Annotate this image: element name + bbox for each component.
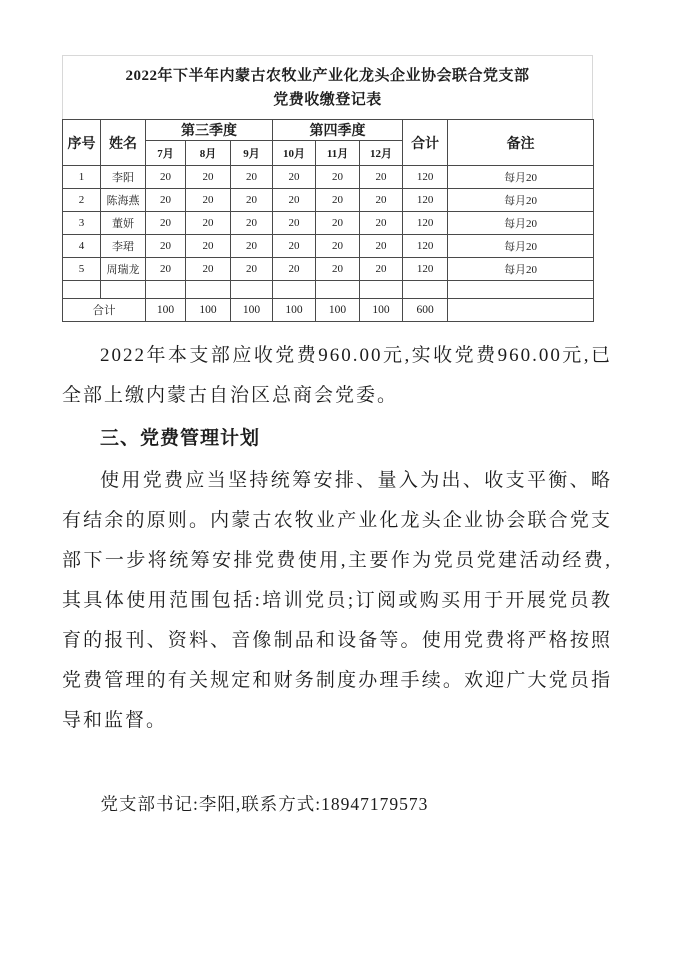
cell-remark: 每月20: [448, 212, 594, 235]
cell-month-value: 20: [316, 258, 360, 281]
cell-month-value: 20: [186, 166, 231, 189]
contact-line: 党支部书记:李阳,联系方式:18947179573: [100, 794, 429, 814]
cell-empty: [101, 281, 146, 299]
cell-month-value: 20: [186, 235, 231, 258]
cell-empty: [316, 281, 360, 299]
cell-month-value: 20: [273, 235, 316, 258]
totals-month-value: 100: [186, 299, 231, 322]
cell-month-value: 20: [273, 166, 316, 189]
totals-grand-total: 600: [403, 299, 448, 322]
cell-month-value: 20: [316, 166, 360, 189]
cell-month-value: 20: [316, 212, 360, 235]
cell-remark: 每月20: [448, 235, 594, 258]
cell-month-value: 20: [146, 189, 186, 212]
plan-paragraph: 使用党费应当坚持统筹安排、量入为出、收支平衡、略有结余的原则。内蒙古农牧业产业化龙头企业协会联合党支部下一步将统筹安排党费使用,主要作为党员党建活动经费,其具体使用范围包括:培训党员;订阅或购买用于开展党员教育的报刊、资料、音像制品和设备等。使用党费将严格按照党费管理的有关规定和财务制度办理手续。欢迎广大党员指导和监督。: [62, 470, 612, 731]
cell-month-value: 20: [231, 212, 273, 235]
col-header-month-oct: 10月: [273, 141, 316, 166]
cell-month-value: 20: [146, 258, 186, 281]
cell-month-value: 20: [231, 189, 273, 212]
col-header-month-nov: 11月: [316, 141, 360, 166]
cell-month-value: 20: [316, 189, 360, 212]
table-title-line2: 党费收缴登记表: [273, 92, 382, 108]
cell-index: 2: [63, 189, 101, 212]
cell-month-value: 20: [360, 258, 403, 281]
table-row: [63, 166, 594, 189]
cell-month-value: 20: [273, 258, 316, 281]
col-header-total: 合计: [403, 120, 448, 166]
table-title-line1: 2022年下半年内蒙古农牧业产业化龙头企业协会联合党支部: [125, 68, 530, 84]
cell-empty: [186, 281, 231, 299]
cell-month-value: 20: [146, 166, 186, 189]
cell-total: 120: [403, 258, 448, 281]
cell-month-value: 20: [186, 189, 231, 212]
cell-remark: 每月20: [448, 189, 594, 212]
cell-month-value: 20: [231, 258, 273, 281]
cell-remark: 每月20: [448, 258, 594, 281]
totals-month-value: 100: [360, 299, 403, 322]
col-header-month-sep: 9月: [231, 141, 273, 166]
cell-empty: [448, 281, 594, 299]
totals-label: 合计: [63, 299, 146, 322]
col-header-month-dec: 12月: [360, 141, 403, 166]
cell-index: 3: [63, 212, 101, 235]
cell-month-value: 20: [273, 189, 316, 212]
cell-month-value: 20: [360, 235, 403, 258]
section-heading: 三、党费管理计划: [100, 428, 261, 449]
table-row-totals: [63, 299, 594, 322]
cell-index: 4: [63, 235, 101, 258]
cell-total: 120: [403, 235, 448, 258]
cell-month-value: 20: [360, 189, 403, 212]
totals-month-value: 100: [146, 299, 186, 322]
col-header-name: 姓名: [101, 120, 146, 166]
document-body: [62, 55, 612, 819]
col-header-month-jul: 7月: [146, 141, 186, 166]
table-row: [63, 212, 594, 235]
totals-remark: [448, 299, 594, 322]
cell-name: 李阳: [101, 166, 146, 189]
cell-remark: 每月20: [448, 166, 594, 189]
cell-month-value: 20: [146, 212, 186, 235]
cell-empty: [403, 281, 448, 299]
cell-empty: [146, 281, 186, 299]
cell-total: 120: [403, 189, 448, 212]
cell-empty: [360, 281, 403, 299]
totals-month-value: 100: [316, 299, 360, 322]
cell-month-value: 20: [316, 235, 360, 258]
header-row-quarters: [63, 120, 594, 141]
cell-month-value: 20: [231, 235, 273, 258]
cell-index: 1: [63, 166, 101, 189]
cell-name: 董妍: [101, 212, 146, 235]
summary-paragraph: 2022年本支部应收党费960.00元,实收党费960.00元,已全部上缴内蒙古自治区总商会党委。: [62, 345, 612, 406]
cell-month-value: 20: [146, 235, 186, 258]
cell-name: 李珺: [101, 235, 146, 258]
cell-total: 120: [403, 212, 448, 235]
table-row: [63, 189, 594, 212]
cell-month-value: 20: [186, 258, 231, 281]
table-row-empty: [63, 281, 594, 299]
cell-name: 陈海燕: [101, 189, 146, 212]
cell-month-value: 20: [360, 166, 403, 189]
cell-empty: [63, 281, 101, 299]
col-header-remark: 备注: [448, 120, 594, 166]
totals-month-value: 100: [273, 299, 316, 322]
fee-register-table: [62, 119, 594, 322]
cell-month-value: 20: [231, 166, 273, 189]
col-header-month-aug: 8月: [186, 141, 231, 166]
cell-total: 120: [403, 166, 448, 189]
table-title: [62, 55, 593, 119]
cell-month-value: 20: [186, 212, 231, 235]
cell-month-value: 20: [360, 212, 403, 235]
col-header-index: 序号: [63, 120, 101, 166]
cell-month-value: 20: [273, 212, 316, 235]
cell-empty: [273, 281, 316, 299]
cell-index: 5: [63, 258, 101, 281]
table-row: [63, 235, 594, 258]
totals-month-value: 100: [231, 299, 273, 322]
cell-empty: [231, 281, 273, 299]
col-header-q3: 第三季度: [146, 120, 273, 141]
cell-name: 周瑞龙: [101, 258, 146, 281]
table-row: [63, 258, 594, 281]
col-header-q4: 第四季度: [273, 120, 403, 141]
